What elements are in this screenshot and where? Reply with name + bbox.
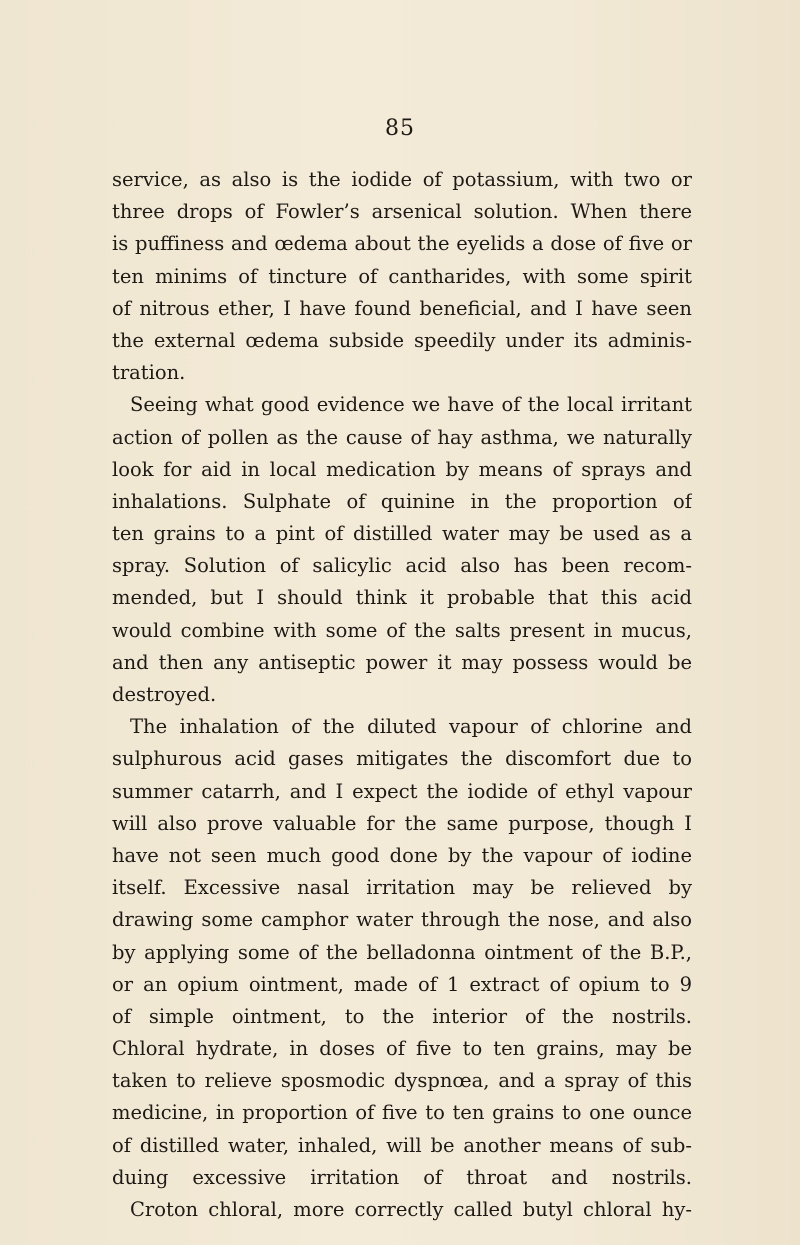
text-line: would combine with some of the salts present in mucus, — [112, 618, 692, 642]
body-text — [112, 164, 692, 1226]
text-line: Seeing what good evidence we have of the local irritant — [130, 393, 692, 417]
text-line: have not seen much good done by the vapour of iodine — [112, 843, 692, 867]
text-line: three drops of Fowler’s arsenical solution. When there — [112, 200, 692, 224]
text-line: taken to relieve sposmodic dyspnœa, and a spray of this — [112, 1069, 692, 1093]
text-line: service, as also is the iodide of potassium, with two or — [112, 168, 692, 191]
text-line: spray. Solution of salicylic acid also has been recom- — [112, 554, 692, 578]
text-line: tration. — [112, 361, 186, 385]
text-line: look for aid in local medication by means of sprays and — [112, 457, 692, 481]
text-line: summer catarrh, and I expect the iodide of ethyl vapour — [112, 779, 692, 803]
text-line: Chloral hydrate, in doses of five to ten grains, may be — [112, 1037, 692, 1061]
text-line: will also prove valuable for the same purpose, though I — [112, 811, 692, 835]
text-line: duing excessive irritation of throat and nostrils. — [112, 1165, 692, 1189]
text-line: sulphurous acid gases mitigates the discomfort due to — [112, 747, 692, 771]
text-line: and then any antiseptic power it may possess would be — [112, 650, 692, 674]
text-line: or an opium ointment, made of 1 extract of opium to 9 — [112, 972, 692, 996]
text-line: action of pollen as the cause of hay asthma, we naturally — [112, 425, 692, 449]
text-line: is puffiness and œdema about the eyelids a dose of five or — [112, 232, 692, 256]
page-number: 85 — [385, 116, 415, 141]
text-line: of simple ointment, to the interior of the nostrils. — [112, 1004, 692, 1028]
text-line: itself. Excessive nasal irritation may be relieved by — [112, 876, 692, 900]
text-line: drawing some camphor water through the nose, and also — [112, 908, 692, 932]
text-line: ten grains to a pint of distilled water may be used as a — [112, 522, 692, 546]
text-line: by applying some of the belladonna ointment of the B.P., — [112, 940, 692, 964]
text-line: ten minims of tincture of cantharides, with some spirit — [112, 264, 692, 288]
text-line: inhalations. Sulphate of quinine in the proportion of — [112, 489, 692, 513]
text-line: the external œdema subside speedily under its adminis- — [112, 328, 692, 352]
text-line: destroyed. — [112, 683, 217, 706]
text-line: medicine, in proportion of five to ten grains to one ounce — [112, 1101, 692, 1125]
text-line: of distilled water, inhaled, will be another means of sub- — [112, 1133, 692, 1157]
text-line: mended, but I should think it probable that this acid — [112, 586, 692, 610]
text-line: Croton chloral, more correctly called butyl chloral hy- — [130, 1198, 692, 1221]
text-line: The inhalation of the diluted vapour of chlorine and — [130, 715, 692, 739]
text-line: of nitrous ether, I have found beneficial, and I have seen — [112, 296, 692, 320]
